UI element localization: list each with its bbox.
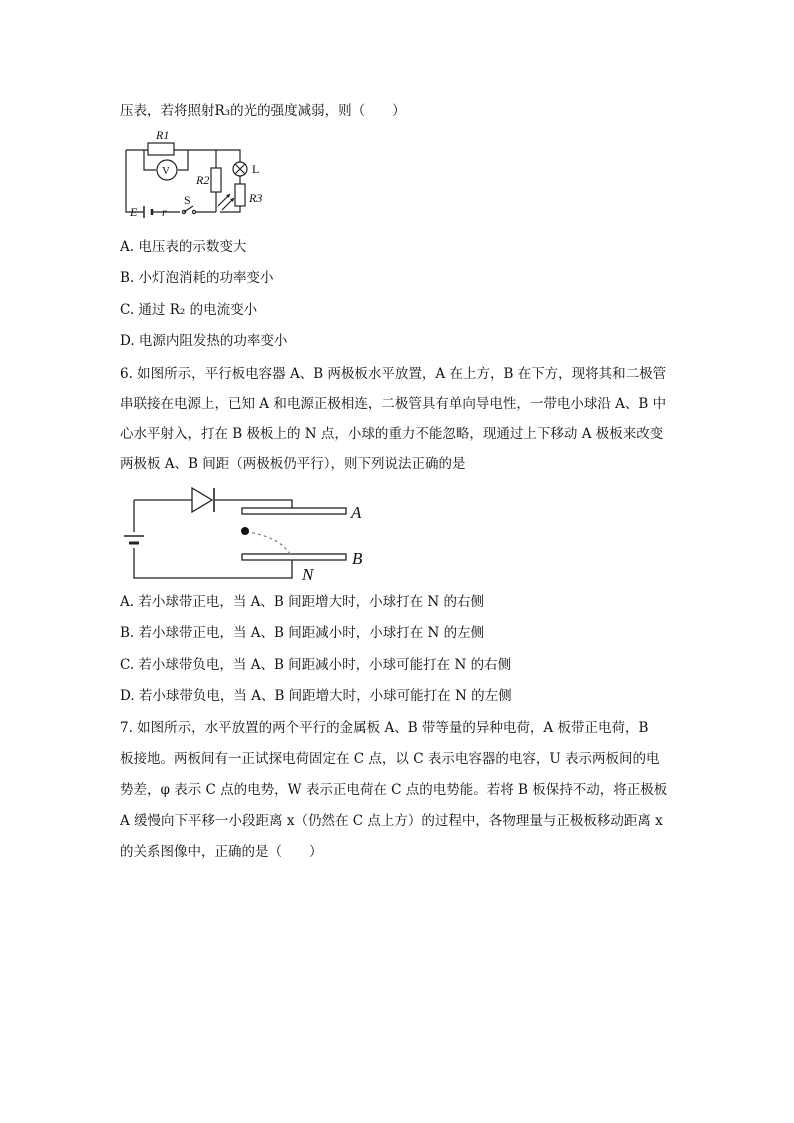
label-r2: R2 — [196, 173, 210, 187]
q6-stem-line-1: 6. 如图所示，平行板电容器 A、B 两极板水平放置，A 在上方，B 在下方，现将其和二极管 — [120, 366, 667, 382]
label-switch: S — [184, 193, 191, 207]
q7-stem-line-5: 的关系图像中，正确的是（ ） — [120, 844, 323, 860]
label-r1: R1 — [156, 128, 170, 142]
label-internal-r: r — [162, 205, 167, 219]
q6-option-d: D. 若小球带负电，当 A、B 间距增大时，小球可能打在 N 的左侧 — [120, 688, 512, 704]
q6-option-c: C. 若小球带负电，当 A、B 间距减小时，小球可能打在 N 的右侧 — [120, 657, 512, 673]
label-point-n: N — [302, 565, 314, 584]
q7-stem-line-1: 7. 如图所示，水平放置的两个平行的金属板 A、B 带等量的异种电荷，A 板带正电荷，B — [120, 720, 649, 736]
q6-capacitor-diagram — [120, 480, 380, 590]
q7-stem-line-2: 板接地。两板间有一正试探电荷固定在 C 点，以 C 表示电容器的电容，U 表示两板间的电 — [120, 751, 660, 767]
q6-option-a: A. 若小球带正电，当 A、B 间距增大时，小球打在 N 的右侧 — [120, 594, 484, 610]
q6-stem-line-3: 心水平射入，打在 B 极板上的 N 点，小球的重力不能忽略，现通过上下移动 A 极板来改变 — [120, 426, 664, 442]
q5-stem: 压表，若将照射R₃的光的强度减弱，则（ ） — [120, 103, 406, 119]
q5-option-d: D. 电源内阻发热的功率变小 — [120, 333, 288, 349]
q6-stem-line-4: 两极板 A、B 间距（两极板仍平行），则下列说法正确的是 — [120, 456, 466, 472]
label-plate-b: B — [352, 549, 363, 568]
label-emf: E — [130, 205, 138, 219]
label-plate-a: A — [351, 503, 362, 522]
q5-option-b: B. 小灯泡消耗的功率变小 — [120, 270, 274, 286]
q7-stem-line-3: 势差，φ 表示 C 点的电势，W 表示正电荷在 C 点的电势能。若将 B 板保持不动，将正极板 — [120, 782, 668, 798]
q5-option-c: C. 通过 R₂ 的电流变小 — [120, 302, 258, 318]
q5-circuit-diagram — [118, 124, 278, 224]
q7-stem-line-4: A 缓慢向下平移一小段距离 x（仍然在 C 点上方）的过程中，各物理量与正极板移动距离 x — [120, 813, 663, 829]
q5-option-a: A. 电压表的示数变大 — [120, 239, 247, 255]
label-voltmeter: V — [162, 165, 170, 177]
q6-stem-line-2: 串联接在电源上，已知 A 和电源正极相连，二极管具有单向导电性，一带电小球沿 A、B 中 — [120, 396, 667, 412]
q6-option-b: B. 若小球带正电，当 A、B 间距减小时，小球打在 N 的左侧 — [120, 625, 485, 641]
label-lamp: L — [252, 162, 260, 176]
label-r3: R3 — [249, 191, 263, 205]
